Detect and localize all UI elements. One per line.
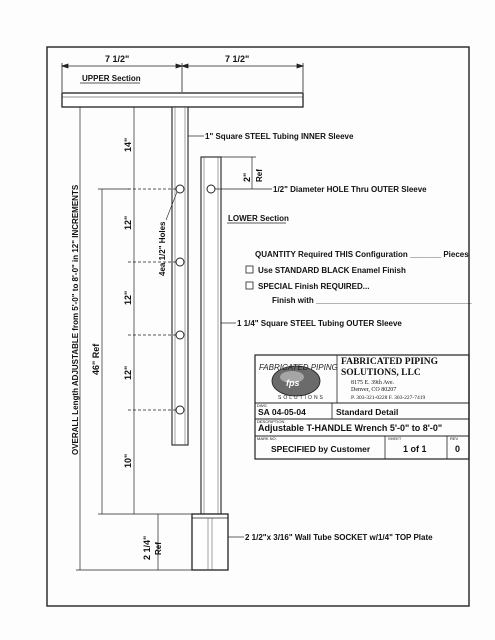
rev-value: 0 [455, 444, 461, 454]
segment-dim-chain [128, 107, 176, 514]
right-width-dim: 7 1/2" [225, 54, 250, 64]
t-handle-bar [62, 93, 303, 107]
ref-2-dim: 2" [242, 172, 252, 182]
overall-dim: OVERALL Length ADJUSTABLE from 5'-0" to 8'-0" in 12" INCREMENTS [71, 184, 80, 455]
sheet-value: 1 of 1 [403, 444, 427, 454]
sheet-label: SHEET [388, 436, 402, 441]
quantity-note: QUANTITY Required THIS Configuration _______ Pieces [255, 250, 469, 259]
hole-1 [176, 185, 184, 193]
special-finish-note: SPECIAL Finish REQUIRED... [258, 282, 370, 291]
logo-initials: fps [286, 378, 300, 388]
socket [192, 514, 228, 570]
outer-sleeve-label: 1 1/4" Square STEEL Tubing OUTER Sleeve [237, 319, 402, 328]
mark-label: MARK NO. [257, 436, 277, 441]
company-address1: 8175 E. 39th Ave. [351, 380, 395, 386]
ref-46-dim: 46" Ref [91, 343, 101, 375]
company-phone: P. 303-321-0228 F. 303-227-7419 [351, 395, 426, 401]
description-label: DESCRIPTION [257, 419, 285, 424]
seg-14-dim: 14" [123, 137, 133, 152]
standard-finish-checkbox[interactable] [246, 266, 253, 273]
seg-12a-dim: 12" [123, 215, 133, 230]
outer-hole [207, 185, 215, 193]
left-width-dim: 7 1/2" [105, 54, 130, 64]
hole-3 [176, 331, 184, 339]
special-finish-checkbox[interactable] [246, 282, 253, 289]
socket-label: 2 1/2"x 3/16" Wall Tube SOCKET w/1/4" TOP Plate [245, 533, 433, 542]
ref-2-14-sub: Ref [154, 542, 163, 555]
seg-12c-dim: 12" [123, 365, 133, 380]
lower-section-label: LOWER Section [228, 214, 289, 223]
ref-2-14-dim: 2 1/4" [142, 535, 152, 560]
holes-callout: 4ea 1/2" Holes [158, 221, 167, 276]
standard-finish-note: Use STANDARD BLACK Enamel Finish [258, 266, 406, 275]
logo-text-top: FABRICATED PIPING [259, 363, 338, 372]
drawing-type: Standard Detail [336, 407, 399, 417]
rev-label: REV [450, 436, 459, 441]
seg-10-dim: 10" [123, 453, 133, 468]
ref-2-sub: Ref [255, 169, 264, 182]
company-logo [259, 363, 338, 401]
inner-sleeve [172, 107, 188, 445]
hole-2 [176, 258, 184, 266]
seg-12b-dim: 12" [123, 290, 133, 305]
upper-section-label: UPPER Section [82, 74, 141, 83]
description: Adjustable T-HANDLE Wrench 5'-0" to 8'-0" [258, 423, 443, 433]
company-name: FABRICATED PIPING SOLUTIONS, LLC [341, 357, 439, 378]
drawing-number: SA 04-05-04 [258, 407, 306, 417]
mark-value: SPECIFIED by Customer [271, 444, 371, 454]
logo-text-bottom: SOLUTIONS [278, 395, 325, 401]
finish-with-note: Finish with ___________________________________ [272, 296, 472, 305]
company-address2: Denver, CO 80207 [351, 387, 397, 393]
hole-thru-label: 1/2" Diameter HOLE Thru OUTER Sleeve [273, 185, 427, 194]
hole-4 [176, 406, 184, 414]
dwg-label: DWG [257, 403, 267, 408]
inner-sleeve-label: 1" Square STEEL Tubing INNER Sleeve [205, 132, 354, 141]
